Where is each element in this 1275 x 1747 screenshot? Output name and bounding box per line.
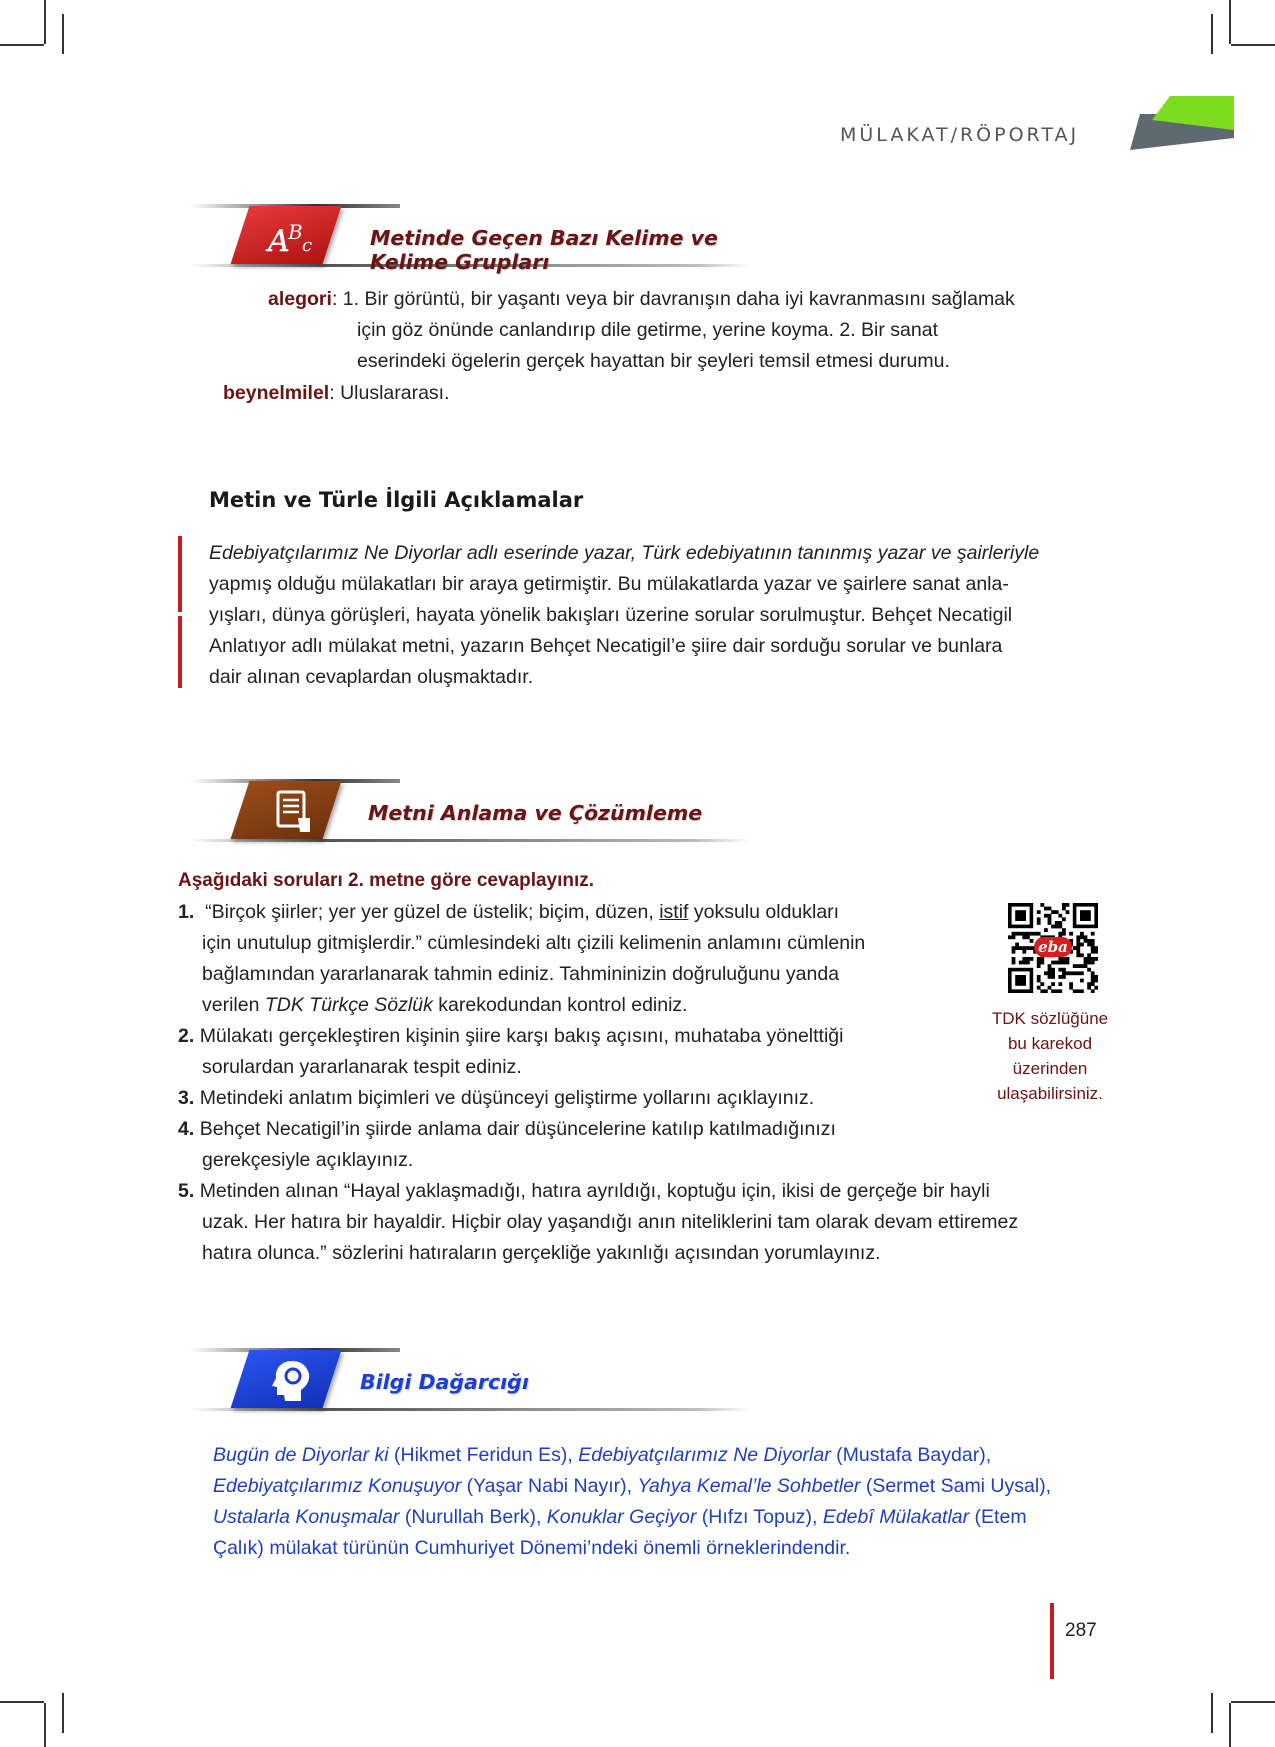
question-line: bağlamından yararlanarak tahmin ediniz. Tahmininizin doğruluğunu yanda (202, 963, 840, 985)
explanation-line: Edebiyatçılarımız Ne Diyorlar adlı eserinde yazar, Türk edebiyatının tanınmış yazar ve şairleriyle (209, 542, 1040, 564)
term: alegori (268, 288, 332, 310)
questions-intro: Aşağıdaki soruları 2. metne göre cevaplayınız. (178, 870, 595, 891)
crop-mark (1211, 1693, 1213, 1733)
vocab-section-title: Metinde Geçen Bazı Kelime ve Kelime Grupları (370, 226, 718, 274)
info-section-title: Bilgi Dağarcığı (360, 1370, 529, 1394)
crop-mark (44, 0, 46, 44)
running-title: MÜLAKAT/RÖPORTAJ (840, 124, 1080, 146)
header-line (190, 1408, 750, 1411)
crop-mark (44, 1703, 46, 1747)
explanation-heading: Metin ve Türle İlgili Açıklamalar (209, 488, 584, 512)
document-hand-icon (258, 785, 328, 837)
question-2: 2. Mülakatı gerçekleştiren kişinin şiire karşı bakış açısını, muhataba yönelttiği (178, 1025, 844, 1047)
explanation-line: yapmış olduğu mülakatları bir araya getirmiştir. Bu mülakatlarda yazar ve şairlere sanat anla- (209, 573, 1009, 595)
info-section-header (190, 1340, 750, 1420)
question-number: 5. (178, 1180, 195, 1202)
header-tab-decoration (1122, 96, 1234, 150)
definition-line: alegori: 1. Bir görüntü, bir yaşantı veya bir davranışın daha iyi kavranmasını sağlamak (268, 288, 1015, 310)
comprehension-section-header (190, 771, 750, 851)
crop-mark (1229, 1703, 1231, 1747)
crop-mark (62, 1693, 64, 1733)
explanation-line: dair alınan cevaplardan oluşmaktadır. (209, 666, 534, 688)
svg-text:c: c (302, 235, 313, 256)
question-line: gerekçesiyle açıklayınız. (202, 1149, 414, 1171)
info-line: Çalık) mülakat türünün Cumhuriyet Dönemi’ndeki önemli örneklerindendir. (213, 1537, 851, 1559)
underlined-word: istif (659, 901, 689, 923)
page-number: 287 (1065, 1620, 1097, 1641)
question-line: için unutulup gitmişlerdir.” cümlesindeki altı çizili kelimenin anlamını cümlenin (202, 932, 866, 954)
question-number: 2. (178, 1025, 195, 1047)
crop-mark (1229, 0, 1231, 44)
info-line: Bugün de Diyorlar ki (Hikmet Feridun Es), Edebiyatçılarımız Ne Diyorlar (Mustafa Baydar), (213, 1444, 992, 1466)
comprehension-section-title: Metni Anlama ve Çözümleme (368, 801, 703, 825)
svg-text:A: A (268, 224, 290, 259)
page-number-bar (1050, 1603, 1054, 1679)
question-line: verilen TDK Türkçe Sözlük karekodundan kontrol ediniz. (202, 994, 688, 1016)
definition-line: eserindeki ögelerin gerçek hayattan bir şeyleri temsil etmesi durumu. (357, 350, 950, 372)
definition-text: Uluslararası. (340, 382, 450, 404)
qr-caption: TDK sözlüğüne bu karekod üzerinden ulaşabilirsiniz. (991, 1009, 1109, 1103)
explanation-paragraph (209, 538, 1122, 693)
qr-code[interactable] (1008, 903, 1098, 993)
crop-mark (1211, 14, 1213, 54)
crop-mark (0, 44, 44, 46)
info-line: Edebiyatçılarımız Konuşuyor (Yaşar Nabi Nayır), Yahya Kemal’le Sohbetler (Sermet Sami Uysal), (213, 1475, 1052, 1497)
question-3: 3. Metindeki anlatım biçimleri ve düşünceyi geliştirme yollarını açıklayınız. (178, 1087, 815, 1109)
crop-mark (1231, 44, 1275, 46)
definition-line: beynelmilel: Uluslararası. (223, 382, 450, 404)
red-margin-bar (178, 616, 182, 688)
red-margin-bar (178, 536, 182, 612)
crop-mark (0, 1701, 44, 1703)
header-line (190, 839, 750, 842)
crop-mark (1231, 1701, 1275, 1703)
question-5: 5. Metinden alınan “Hayal yaklaşmadığı, hatıra ayrıldığı, koptuğu için, ikisi de gerçeğe bir hayli (178, 1180, 990, 1202)
term: beynelmilel (223, 382, 330, 404)
eba-logo: eba (1034, 937, 1072, 957)
explanation-line: yışları, dünya görüşleri, hayata yönelik bakışları üzerine sorular sorulmuştur. Behçet Necatigil (209, 604, 1013, 626)
question-number: 3. (178, 1087, 195, 1109)
question-number: 4. (178, 1118, 195, 1140)
abc-icon (258, 210, 328, 262)
vocab-section-header (190, 196, 750, 276)
head-icon (258, 1354, 328, 1406)
explanation-line: Anlatıyor adlı mülakat metni, yazarın Behçet Necatigil’e şiire dair sorduğu sorular ve bunlara (209, 635, 1003, 657)
crop-mark (62, 14, 64, 54)
question-1: 1. “Birçok şiirler; yer yer güzel de üstelik; biçim, düzen, istif yoksulu oldukları (178, 901, 840, 923)
question-line: uzak. Her hatıra bir hayaldir. Hiçbir olay yaşandığı anın niteliklerini tam olarak devam ettiremez (202, 1211, 1019, 1233)
question-line: sorulardan yararlanarak tespit ediniz. (202, 1056, 522, 1078)
question-4: 4. Behçet Necatigil’in şiirde anlama dair düşüncelerine katılıp katılmadığınızı (178, 1118, 836, 1140)
question-line: hatıra olunca.” sözlerini hatıraların gerçekliğe yakınlığı açısından yorumlayınız. (202, 1242, 881, 1264)
svg-text:B: B (288, 220, 303, 244)
definition-text: 1. Bir görüntü, bir yaşantı veya bir davranışın daha iyi kavranmasını sağlamak (342, 288, 1015, 310)
info-line: Ustalarla Konuşmalar (Nurullah Berk), Konuklar Geçiyor (Hıfzı Topuz), Edebî Mülakatlar (Etem (213, 1506, 1027, 1528)
definition-line: için göz önünde canlandırıp dile getirme, yerine koyma. 2. Bir sanat (357, 319, 938, 341)
question-number: 1. (178, 901, 195, 923)
